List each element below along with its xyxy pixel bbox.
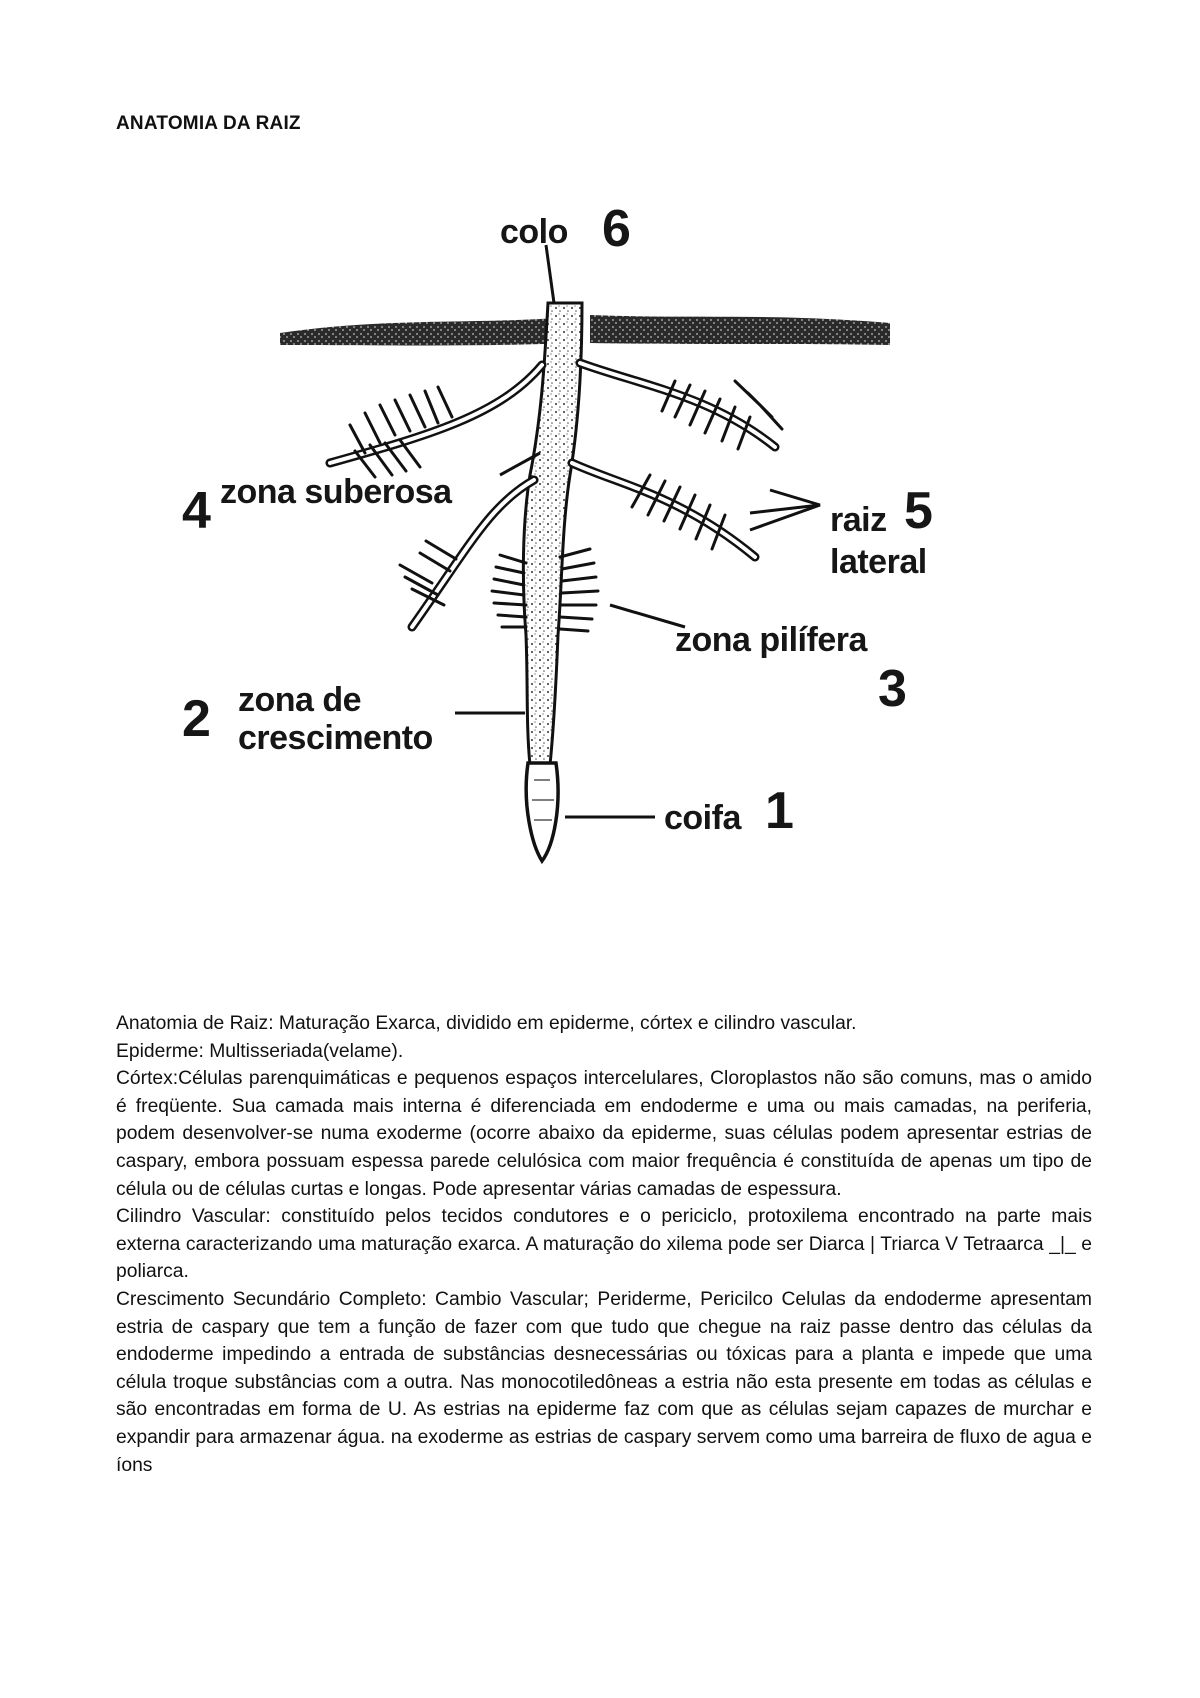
paragraph-crescimento-secundario: Crescimento Secundário Completo: Cambio Vascular; Periderme, Pericilco Celulas da endoderme apresentam estria de caspary que tem a função de fazer com que tudo que chegue na raiz passe dentro das células da endoderme impedindo a entrada de substâncias desnecessárias ou tóxicas para a planta e impede que uma célula troque substâncias com a outra. Nas monocotiledôneas a estria não esta presente em todas as células e são encontradas em forma de U. As estrias na epiderme faz com que as células sejam capazes de murchar e expandir para armazenar água. na exoderme as estrias de caspary servem como uma barreira de fluxo de agua e íons	[116, 1288, 1092, 1476]
root-cap	[526, 763, 558, 861]
paragraph-cilindro-vascular: Cilindro Vascular: constituído pelos tecidos condutores e o periciclo, protoxilema encontrado na parte mais externa caracterizando uma maturação exarca. A maturação do xilema pode ser Diarca | Triarca V Tetraarca _|_ e poliarca.	[116, 1206, 1092, 1283]
root-anatomy-diagram	[170, 185, 1040, 955]
label-coifa-number: 1	[765, 782, 794, 840]
paragraph-epiderme: Epiderme: Multisseriada(velame).	[116, 1040, 404, 1062]
label-colo: colo	[500, 213, 568, 251]
label-raiz-lateral-number: 5	[904, 482, 933, 540]
paragraph-cortex: Córtex:Células parenquimáticas e pequenos espaços intercelulares, Cloroplastos não são comuns, mas o amido é freqüente. Sua camada mais interna é diferenciada em endoderme e uma ou mais camadas, na periferia, podem desenvolver-se numa exoderme (ocorre abaixo da epiderme, suas células podem apresentar estrias de caspary, embora possuam espessa parede celulósica com maior frequência é constituída de apenas um tipo de célula ou de células curtas e longas. Pode apresentar várias camadas de espessura.	[116, 1068, 1092, 1200]
label-lateral: lateral	[830, 543, 927, 581]
label-crescimento: crescimento	[238, 719, 433, 757]
label-raiz: raiz	[830, 501, 887, 539]
label-zona-pilifera: zona pilífera	[675, 621, 867, 659]
ground-line	[280, 315, 890, 346]
body-text	[116, 1010, 1092, 1479]
label-zona-crescimento-number: 2	[182, 690, 211, 748]
label-zona-suberosa-number: 4	[182, 482, 211, 540]
label-colo-number: 6	[602, 200, 631, 258]
page-title: ANATOMIA DA RAIZ	[116, 113, 301, 134]
paragraph-anatomia: Anatomia de Raiz: Maturação Exarca, dividido em epiderme, córtex e cilindro vascular.	[116, 1013, 857, 1034]
label-zona-de: zona de	[238, 681, 362, 719]
label-zona-suberosa: zona suberosa	[220, 473, 452, 511]
label-coifa: coifa	[664, 799, 741, 837]
label-zona-pilifera-number: 3	[878, 660, 907, 718]
